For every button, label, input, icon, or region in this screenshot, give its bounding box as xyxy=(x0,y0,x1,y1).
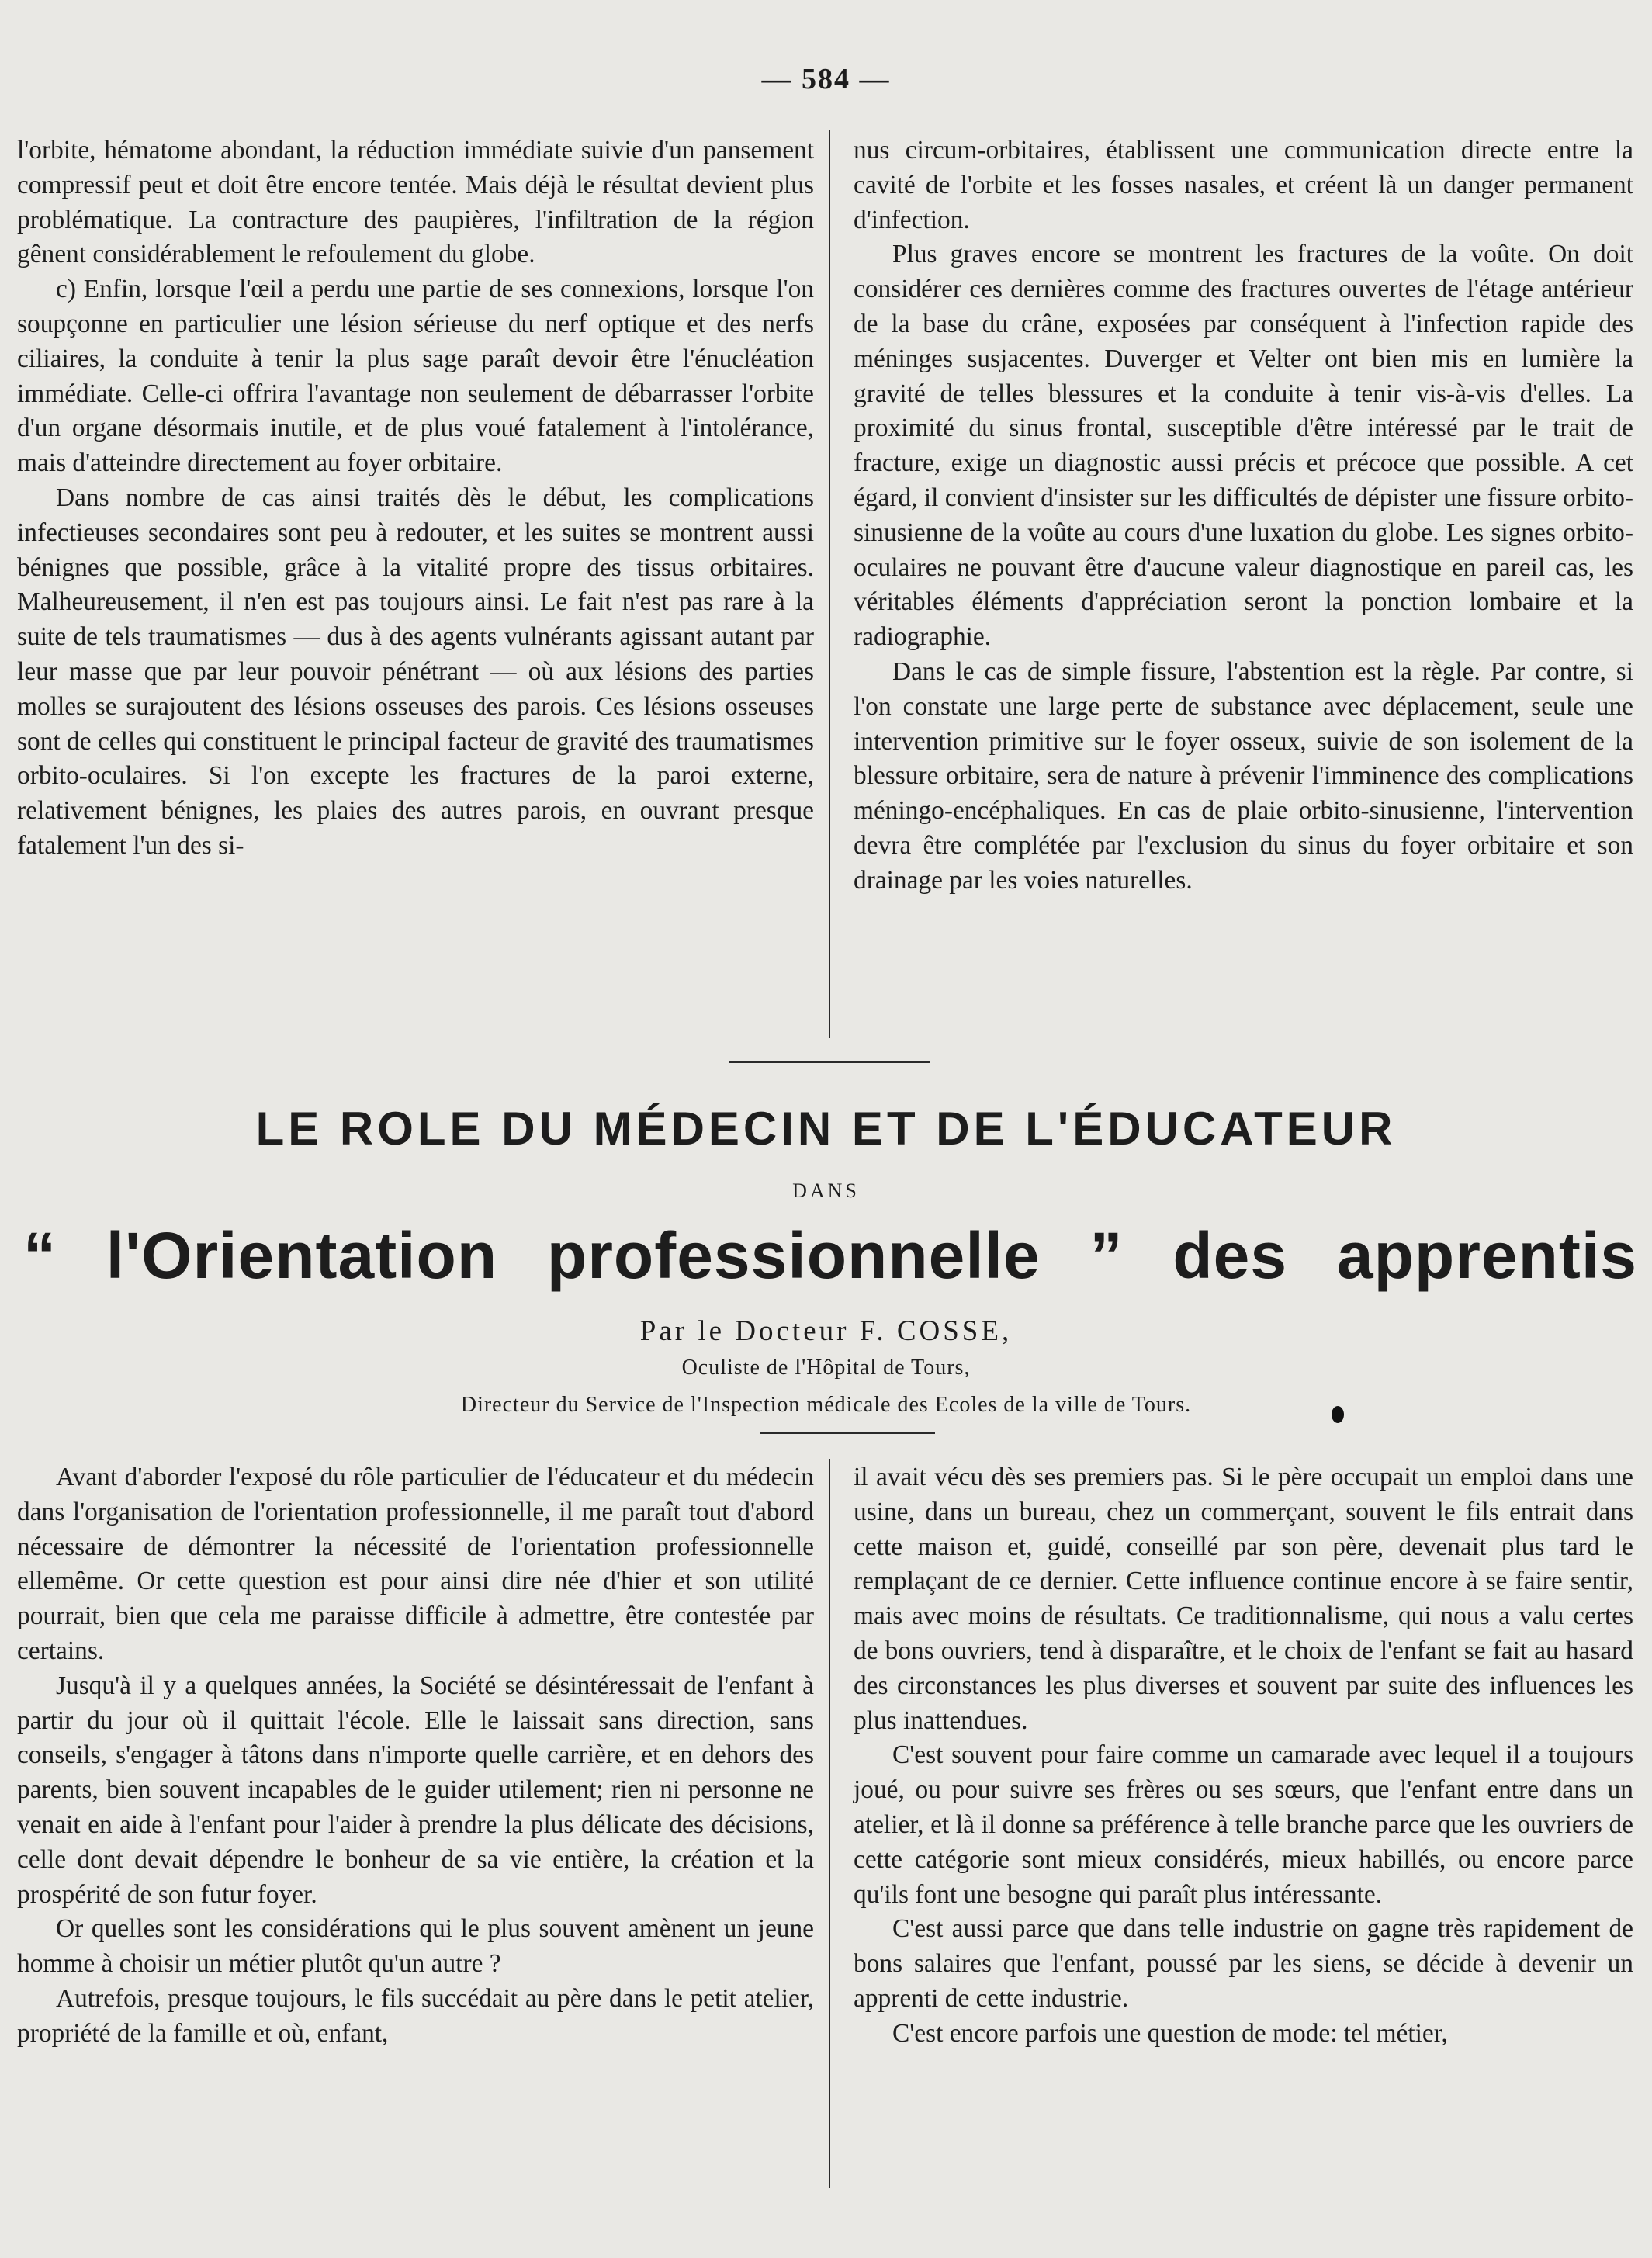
top-right-column xyxy=(854,133,1633,899)
byline-separator xyxy=(760,1432,935,1434)
paragraph: Plus graves encore se montrent les fractures de la voûte. On doit considérer ces dernières comme des fractures ouvertes de l'étage antérieur de la base du crâne, exposées par conséquent à l'infection rapide des méninges susjacentes. Duverger et Velter ont bien mis en lumière la gravité de telles blessures et la conduite à tenir vis-à-vis d'elles. La proximité du sinus frontal, susceptible d'être intéressé par le trait de fracture, exige un diagnostic aussi précis et précoce que possible. A cet égard, il convient d'insister sur les difficultés de dépister une fissure orbito-sinusienne de la voûte au cours d'une luxation du globe. Les signes orbito-oculaires ne pouvant être d'aucune valeur diagnostique en pareil cas, les véritables éléments d'appréciation seront la ponction lombaire et la radiographie. xyxy=(854,240,1634,652)
bottom-right-column xyxy=(854,1460,1633,2052)
paragraph: C'est souvent pour faire comme un camarade avec lequel il a toujours joué, ou pour suivre ses frères ou ses sœurs, que l'enfant entre dans un atelier, et là il donne sa préférence à telle branche parce que les ouvriers de cette catégorie sont mieux considérés, mieux habillés, ou encore parce qu'ils font une besogne qui paraît plus intéressante. xyxy=(854,1740,1633,1909)
paragraph: C'est aussi parce que dans telle industrie on gagne très rapidement de bons salaires que l'enfant, poussé par les siens, se décide à devenir un apprenti de cette industrie. xyxy=(854,1914,1633,2013)
ink-dot xyxy=(1332,1406,1344,1423)
paragraph: Or quelles sont les considérations qui le plus souvent amènent un jeune homme à choisir un métier plutôt qu'un autre ? xyxy=(17,1914,814,1979)
page-number: — 584 — xyxy=(761,63,891,95)
paragraph: Dans nombre de cas ainsi traités dès le début, les complications infectieuses secondaires sont peu à redouter, et les suites se montrent aussi bénignes que possible, grâce à la vitalité propre des tissus orbitaires. Malheureusement, il n'en est pas toujours ainsi. Le fait n'est pas rare à la suite de tels traumatismes — dus à des agents vulnérants agissant autant par leur masse que par leur pouvoir pénétrant — où aux lésions des parties molles se surajoutent des lésions osseuses des parois. Ces lésions osseuses sont de celles qui constituent le principal facteur de gravité des traumatismes orbito-oculaires. Si l'on excepte les fractures de la paroi externe, relativement bénignes, les plaies des autres parois, en ouvrant presque fatalement l'un des si- xyxy=(17,483,814,860)
top-left-column xyxy=(17,133,814,864)
paragraph: c) Enfin, lorsque l'œil a perdu une partie de ses connexions, lorsque l'on soupçonne en particulier une lésion sérieuse du nerf optique et des nerfs ciliaires, la conduite à tenir la plus sage paraît devoir être l'énucléation immédiate. Celle-ci offrira l'avantage non seulement de débarrasser l'orbite d'un organe désormais inutile, et de plus voué fatalement à l'intolérance, mais d'atteindre directement au foyer orbitaire. xyxy=(17,275,814,478)
paragraph: l'orbite, hématome abondant, la réduction immédiate suivie d'un pansement compressif peut et doit être encore tentée. Mais déjà le résultat devient plus problématique. La contracture des paupières, l'infiltration de la région gênent considérablement le refoulement du globe. xyxy=(17,136,814,269)
section-separator xyxy=(729,1061,930,1063)
paragraph: Avant d'aborder l'exposé du rôle particulier de l'éducateur et du médecin dans l'organisation de l'orientation professionnelle, il me paraît tout d'abord nécessaire de démontrer la nécessité de l'orientation professionnelle ellemême. Or cette question est pour ainsi dire née d'hier et son utilité pourrait, bien que cela me paraisse difficile à admettre, être contestée par certains. xyxy=(17,1463,814,1665)
paragraph: Autrefois, presque toujours, le fils succédait au père dans le petit atelier, propriété de la famille et où, enfant, xyxy=(17,1983,814,2048)
article-subtitle xyxy=(23,1218,1637,1294)
subtitle-word: professionnelle xyxy=(546,1219,1041,1292)
paragraph: C'est encore parfois une question de mode: tel métier, xyxy=(892,2018,1448,2048)
author-affiliation: Directeur du Service de l'Inspection médicale des Ecoles de la ville de Tours. xyxy=(460,1393,1192,1417)
subtitle-word: apprentis xyxy=(1336,1219,1637,1292)
column-divider xyxy=(829,130,830,1038)
author-affiliation: Oculiste de l'Hôpital de Tours, xyxy=(681,1356,971,1380)
column-divider xyxy=(829,1459,830,2188)
article-title-connector: DANS xyxy=(792,1179,860,1202)
subtitle-word: ” xyxy=(1089,1219,1124,1292)
article-author: Par le Docteur F. COSSE, xyxy=(639,1315,1013,1347)
bottom-left-column xyxy=(17,1460,814,2052)
paragraph: nus circum-orbitaires, établissent une communication directe entre la cavité de l'orbite et les fosses nasales, et créent là un danger permanent d'infection. xyxy=(854,136,1633,234)
paragraph: Jusqu'à il y a quelques années, la Société se désintéressait de l'enfant à partir du jour où il quittait l'école. Elle le laissait sans direction, sans conseils, s'engager à tâtons dans n'importe quelle carrière, et en dehors des parents, bien souvent incapables de le guider utilement; rien ni personne ne venait en aide à l'enfant pour l'aider à prendre la plus délicate des décisions, celle dont devait dépendre le bonheur de sa vie entière, la création et la prospérité de son futur foyer. xyxy=(17,1671,814,1909)
article-title: LE ROLE DU MÉDECIN ET DE L'ÉDUCATEUR xyxy=(255,1103,1397,1155)
subtitle-word: “ xyxy=(23,1219,57,1292)
paragraph: il avait vécu dès ses premiers pas. Si le père occupait un emploi dans une usine, dans un bureau, chez un commerçant, souvent le fils entrait dans cette maison et, guidé, conseillé par son père, devenait plus tard le remplaçant de ce dernier. Cette influence continue encore à se faire sentir, mais avec moins de résultats. Ce traditionnalisme, qui nous a valu certes de bons ouvriers, tend à disparaître, et le choix de l'enfant se fait au hasard des circonstances les plus diverses et souvent par suite des influences les plus inattendues. xyxy=(854,1463,1633,1735)
paragraph: Dans le cas de simple fissure, l'abstention est la règle. Par contre, si l'on constate une large perte de substance avec déplacement, seule une intervention primitive sur le foyer osseux, suivie de son isolement de la blessure orbitaire, sera de nature à prévenir l'imminence des complications méningo-encéphaliques. En cas de plaie orbito-sinusienne, l'intervention devra être complétée par l'exclusion du sinus du foyer orbitaire et son drainage par les voies naturelles. xyxy=(854,656,1633,895)
subtitle-word: des xyxy=(1172,1219,1288,1292)
subtitle-word: l'Orientation xyxy=(106,1219,498,1292)
